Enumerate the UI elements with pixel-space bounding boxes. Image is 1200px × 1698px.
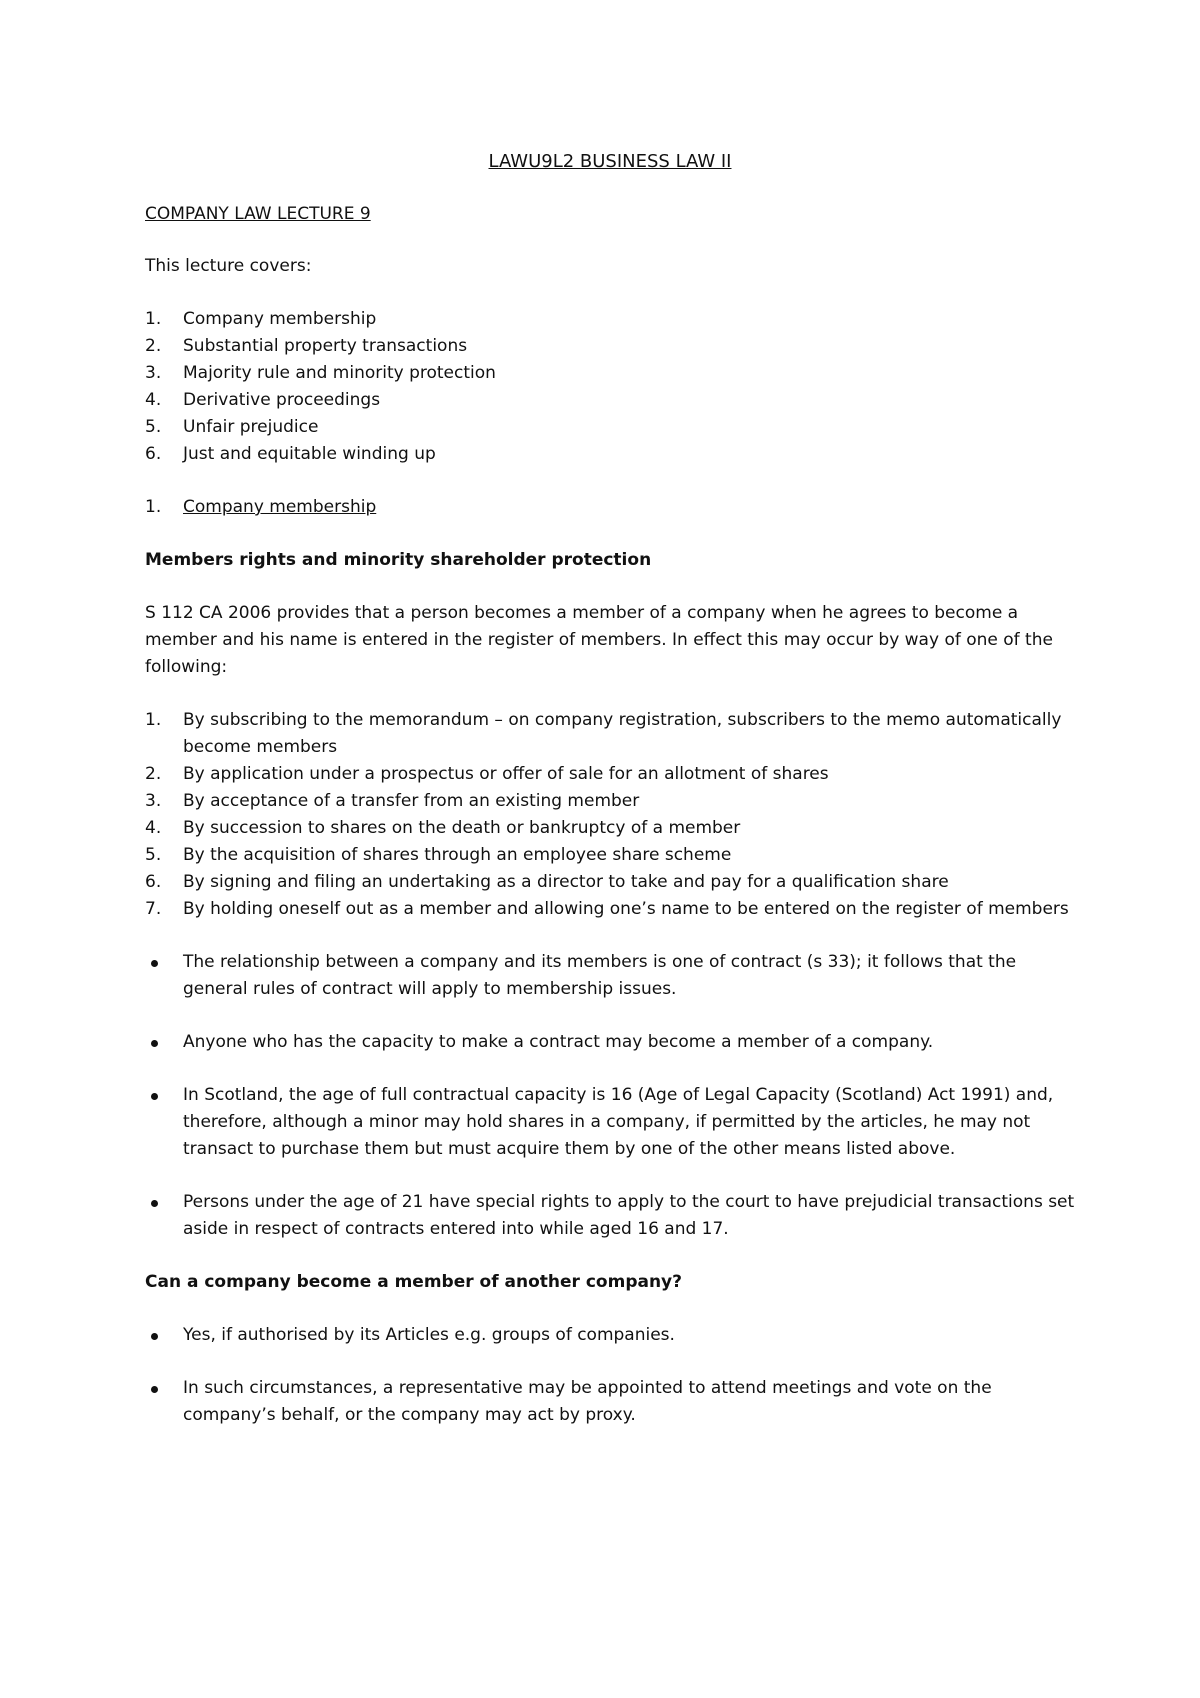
list-number: 2. xyxy=(145,764,162,784)
topic-item xyxy=(145,360,1075,387)
list-item xyxy=(145,788,1075,815)
topic-number: 3. xyxy=(145,363,162,383)
list-number: 6. xyxy=(145,872,162,892)
list-number: 3. xyxy=(145,791,162,811)
list-text: By acceptance of a transfer from an existing member xyxy=(183,791,640,811)
list-item xyxy=(145,815,1075,842)
subsection-heading: Members rights and minority shareholder protection xyxy=(145,550,652,570)
list-item xyxy=(145,896,1075,923)
question-heading: Can a company become a member of another company? xyxy=(145,1272,683,1292)
list-text: By subscribing to the memorandum – on company registration, subscribers to the memo automatically become members xyxy=(183,710,1062,757)
bullet-item xyxy=(145,1375,1075,1429)
section-number: 1. xyxy=(145,497,162,517)
document-content xyxy=(145,148,1075,1455)
bullet-text: The relationship between a company and its members is one of contract (s 33); it follows that the general rules of contract will apply to membership issues. xyxy=(183,952,1017,999)
list-text: By application under a prospectus or offer of sale for an allotment of shares xyxy=(183,764,829,784)
bullet-icon xyxy=(151,1386,158,1393)
topic-item xyxy=(145,333,1075,360)
list-item xyxy=(145,869,1075,896)
section-paragraph: S 112 CA 2006 provides that a person becomes a member of a company when he agrees to become a member and his name is entered in the register of members. In effect this may occur by way of one of the following: xyxy=(145,603,1053,677)
bullet-icon xyxy=(151,1093,158,1100)
bullet-text: Anyone who has the capacity to make a contract may become a member of a company. xyxy=(183,1032,934,1052)
bullet-item-wrap xyxy=(145,1189,1075,1243)
bullet-item xyxy=(145,1189,1075,1243)
bullet-item-wrap xyxy=(145,1029,1075,1056)
list-item xyxy=(145,842,1075,869)
bullet-item xyxy=(145,1029,1075,1056)
document-title: LAWU9L2 BUSINESS LAW II xyxy=(488,151,732,172)
topic-number: 4. xyxy=(145,390,162,410)
list-number: 4. xyxy=(145,818,162,838)
topic-item xyxy=(145,387,1075,414)
topics-list xyxy=(145,306,1075,468)
bullet-text: In such circumstances, a representative may be appointed to attend meetings and vote on the company’s behalf, or the company may act by proxy. xyxy=(183,1378,992,1425)
section-title: Company membership xyxy=(183,497,377,517)
lecture-heading: COMPANY LAW LECTURE 9 xyxy=(145,204,371,224)
list-number: 1. xyxy=(145,710,162,730)
topic-text: Company membership xyxy=(183,309,377,329)
intro-text: This lecture covers: xyxy=(145,256,312,276)
list-item xyxy=(145,761,1075,788)
topic-item xyxy=(145,441,1075,468)
list-text: By succession to shares on the death or bankruptcy of a member xyxy=(183,818,741,838)
bullet-icon xyxy=(151,1040,158,1047)
section-heading xyxy=(145,494,1075,521)
topic-item xyxy=(145,306,1075,333)
topic-text: Derivative proceedings xyxy=(183,390,381,410)
topic-item xyxy=(145,414,1075,441)
topic-number: 5. xyxy=(145,417,162,437)
bullet-item xyxy=(145,949,1075,1003)
section-heading-list xyxy=(145,494,1075,521)
bullet-item-wrap xyxy=(145,1082,1075,1163)
list-item xyxy=(145,707,1075,761)
bullet-item-wrap xyxy=(145,1322,1075,1349)
list-text: By holding oneself out as a member and allowing one’s name to be entered on the register of members xyxy=(183,899,1069,919)
bullet-item-wrap xyxy=(145,949,1075,1003)
bullet-icon xyxy=(151,1333,158,1340)
list-text: By signing and filing an undertaking as a director to take and pay for a qualification share xyxy=(183,872,949,892)
topic-text: Unfair prejudice xyxy=(183,417,319,437)
bullet-text: Persons under the age of 21 have special rights to apply to the court to have prejudicial transactions set aside in respect of contracts entered into while aged 16 and 17. xyxy=(183,1192,1075,1239)
bullet-icon xyxy=(151,960,158,967)
topic-number: 2. xyxy=(145,336,162,356)
bullet-icon xyxy=(151,1200,158,1207)
topic-text: Substantial property transactions xyxy=(183,336,468,356)
topic-number: 6. xyxy=(145,444,162,464)
bullet-text: In Scotland, the age of full contractual capacity is 16 (Age of Legal Capacity (Scotland) Act 1991) and, therefore, although a minor may hold shares in a company, if permitted by the articles, he may not transact to purchase them but must acquire them by one of the other means listed above. xyxy=(183,1085,1054,1159)
list-number: 7. xyxy=(145,899,162,919)
topic-text: Just and equitable winding up xyxy=(183,444,436,464)
list-number: 5. xyxy=(145,845,162,865)
membership-ways-list xyxy=(145,707,1075,923)
topic-number: 1. xyxy=(145,309,162,329)
bullet-item-wrap xyxy=(145,1375,1075,1429)
topic-text: Majority rule and minority protection xyxy=(183,363,496,383)
bullet-item xyxy=(145,1082,1075,1163)
bullet-text: Yes, if authorised by its Articles e.g. groups of companies. xyxy=(183,1325,675,1345)
bullet-item xyxy=(145,1322,1075,1349)
list-text: By the acquisition of shares through an employee share scheme xyxy=(183,845,732,865)
